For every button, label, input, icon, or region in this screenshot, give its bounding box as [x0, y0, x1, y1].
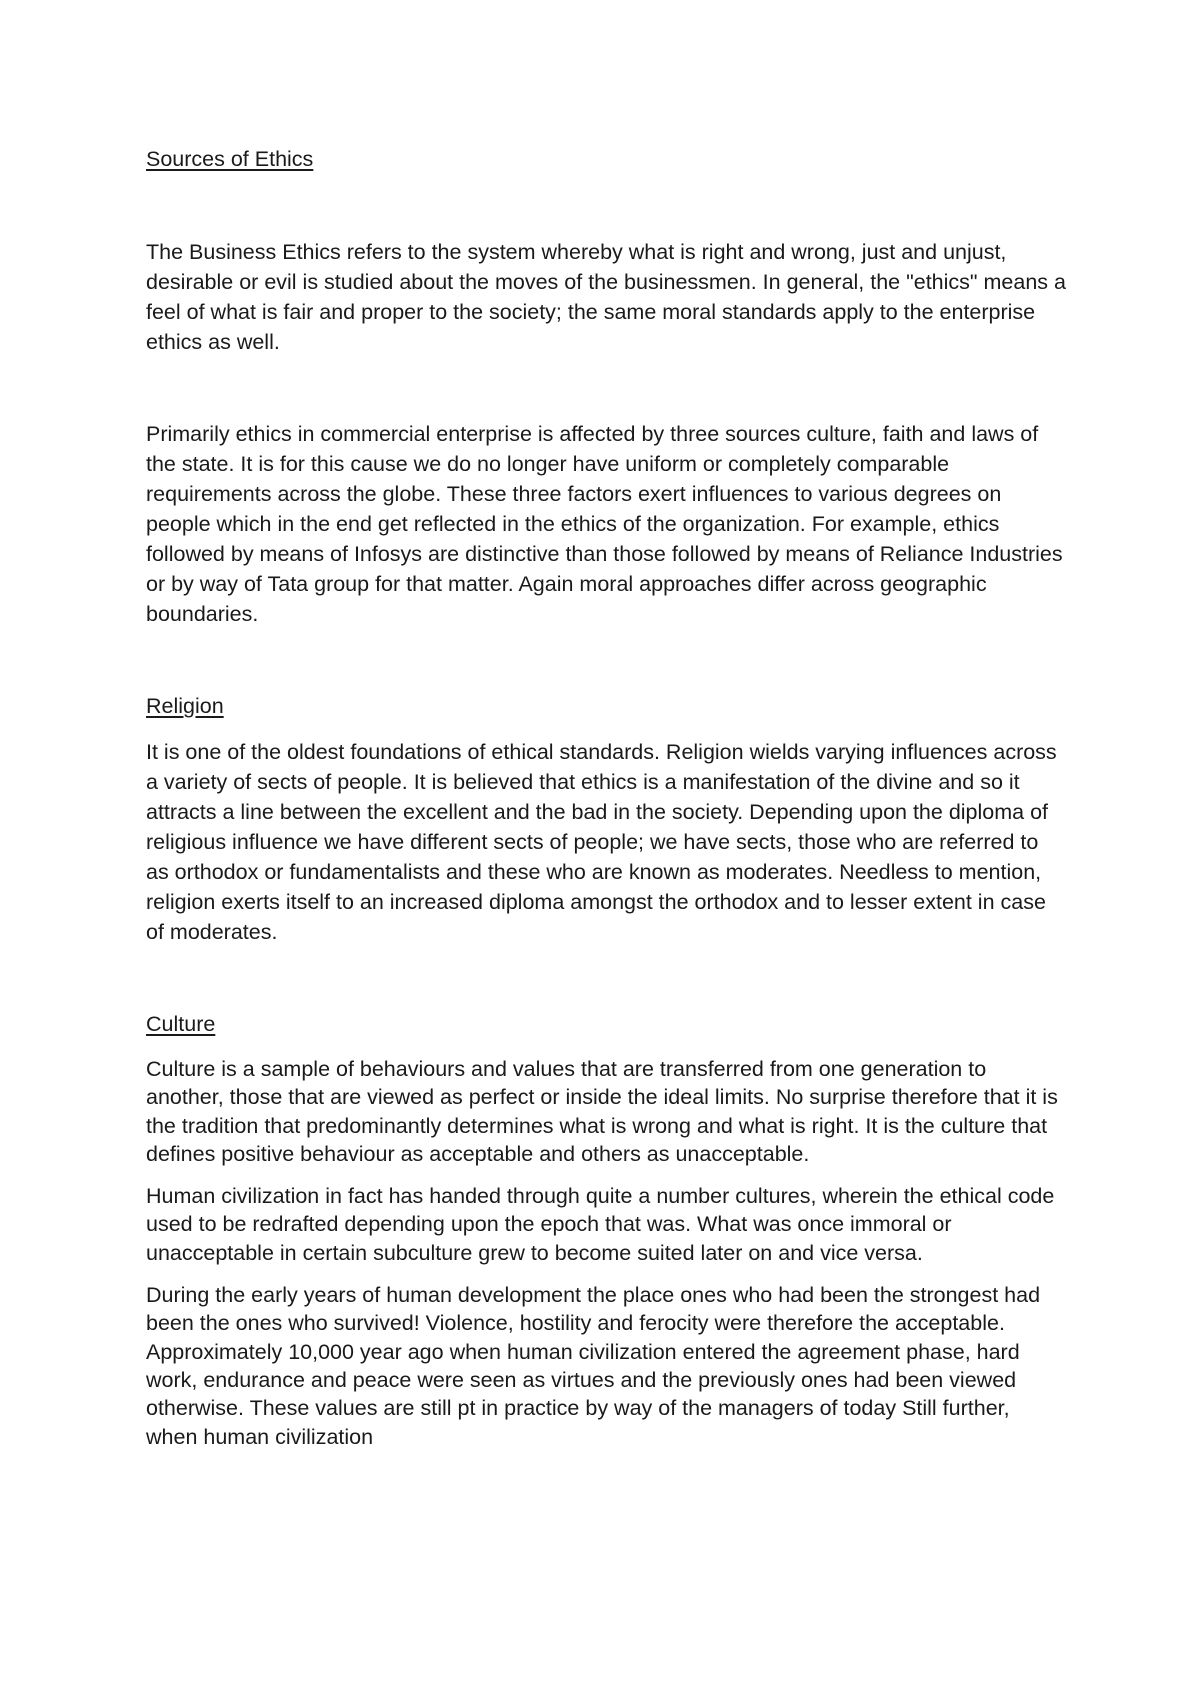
intro-paragraph-1: The Business Ethics refers to the system whereby what is right and wrong, just and unjust, desirable or evil is studied about the moves of the businessmen. In general, the "ethics" means a feel of what is fair and proper to the society; the same moral standards apply to the enterprise ethics as well.	[146, 240, 1066, 354]
religion-paragraph-1: It is one of the oldest foundations of ethical standards. Religion wields varying influences across a variety of sects of people. It is believed that ethics is a manifestation of the divine and so it attracts a line between the excellent and the bad in the society. Depending upon the diploma of religious influence we have different sects of people; we have sects, those who are referred to as orthodox or fundamentalists and these who are known as moderates. Needless to mention, religion exerts itself to an increased diploma amongst the orthodox and to lesser extent in case of moderates.	[146, 740, 1057, 944]
spacer	[146, 357, 1066, 419]
spacer	[146, 947, 1066, 1009]
culture-heading: Culture	[146, 1012, 216, 1036]
spacer	[146, 1267, 1066, 1281]
intro-paragraph-2: Primarily ethics in commercial enterprise is affected by three sources culture, faith and laws of the state. It is for this cause we do no longer have uniform or completely comparable requirements across the globe. These three factors exert influences to various degrees on people which in the end get reflected in the ethics of the organization. For example, ethics followed by means of Infosys are distinctive than those followed by means of Reliance Industries or by way of Tata group for that matter. Again moral approaches differ across geographic boundaries.	[146, 422, 1063, 626]
document-body	[146, 144, 1066, 1451]
culture-paragraph-1: Culture is a sample of behaviours and values that are transferred from one generation to another, those that are viewed as perfect or inside the ideal limits. No surprise therefore that it is the tradition that predominantly determines what is wrong and what is right. It is the culture that defines positive behaviour as acceptable and others as unacceptable.	[146, 1057, 1058, 1166]
religion-heading: Religion	[146, 694, 224, 718]
spacer	[146, 721, 1066, 737]
culture-paragraph-2: Human civilization in fact has handed through quite a number cultures, wherein the ethical code used to be redrafted depending upon the epoch that was. What was once immoral or unacceptable in certain subculture grew to become suited later on and vice versa.	[146, 1184, 1055, 1265]
culture-paragraph-3: During the early years of human development the place ones who had been the strongest had been the ones who survived! Violence, hostility and ferocity were therefore the acceptable. Approximately 10,000 year ago when human civilization entered the agreement phase, hard work, endurance and peace were seen as virtues and the previously ones had been viewed otherwise. These values are still pt in practice by way of the managers of today Still further, when human civilization	[146, 1283, 1041, 1449]
spacer	[146, 629, 1066, 691]
spacer	[146, 1168, 1066, 1182]
spacer	[146, 174, 1066, 237]
spacer	[146, 1039, 1066, 1055]
document-title: Sources of Ethics	[146, 147, 314, 171]
